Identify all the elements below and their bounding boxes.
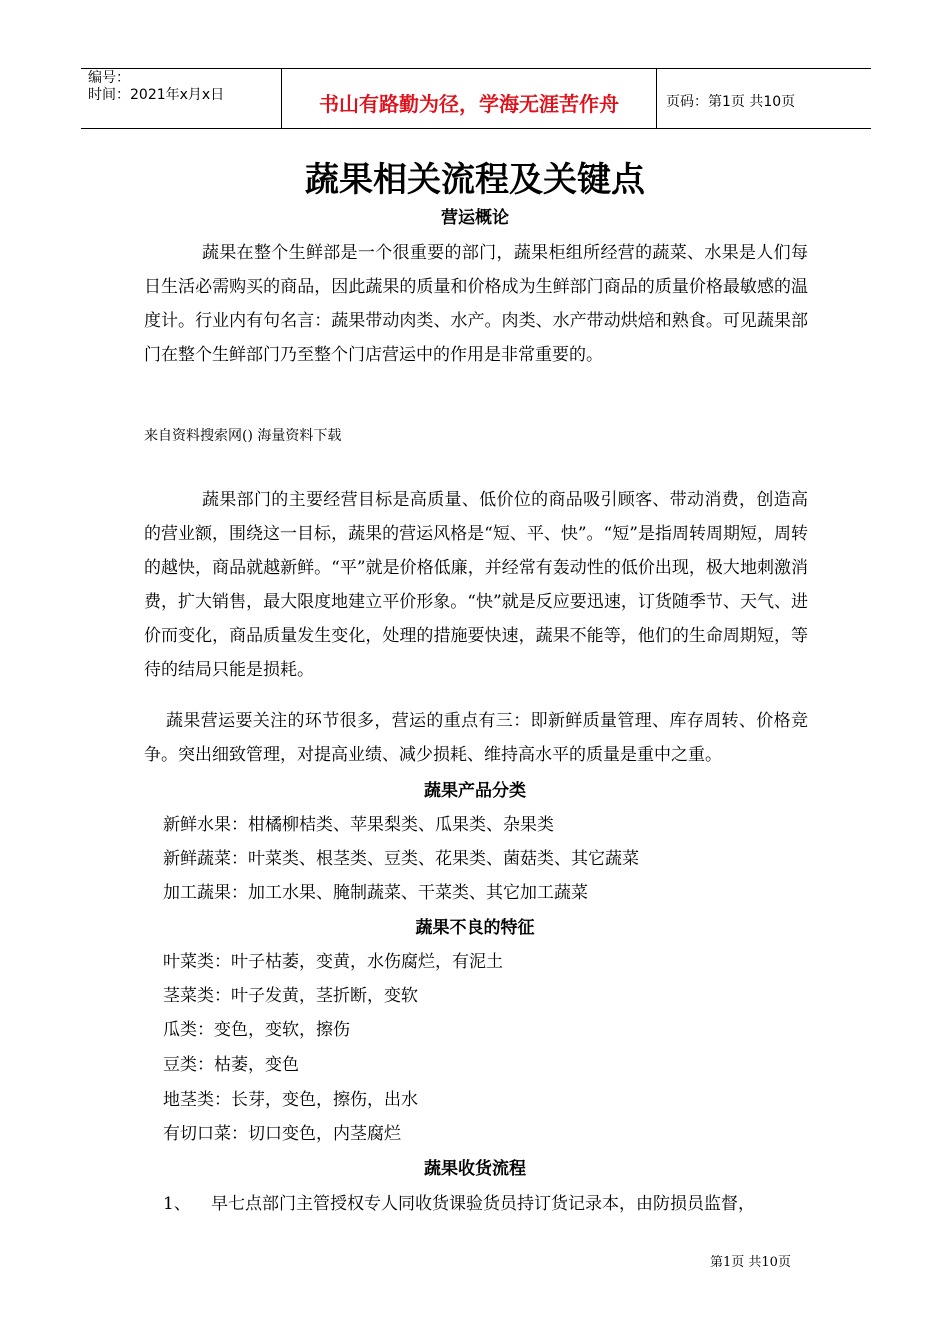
category-item: 新鲜水果：柑橘柳桔类、苹果梨类、瓜果类、杂果类: [163, 815, 554, 835]
defect-item: 有切口菜：切口变色，内茎腐烂: [163, 1124, 401, 1144]
step-text: 早七点部门主管授权专人同收货课验货员持订货记录本，由防损员监督，: [211, 1194, 755, 1214]
header-top-rule: [81, 68, 871, 69]
source-note: 来自资料搜索网() 海量资料下载: [144, 428, 342, 444]
receiving-step: [163, 1192, 755, 1216]
defect-item: 地茎类：长芽，变色，擦伤，出水: [163, 1090, 418, 1110]
header-page-code: 页码：第1页 共10页: [666, 94, 796, 110]
header-divider-2: [656, 68, 657, 129]
defect-item: 叶菜类：叶子枯萎，变黄，水伤腐烂，有泥土: [163, 952, 503, 972]
section-heading-overview: 营运概论: [441, 208, 509, 228]
document-date: 时间：2021年x月x日: [88, 87, 225, 103]
defect-item: 瓜类：变色，变软，擦伤: [163, 1020, 350, 1040]
section-heading-receiving: 蔬果收货流程: [424, 1159, 526, 1179]
category-item: 新鲜蔬菜：叶菜类、根茎类、豆类、花果类、菌菇类、其它蔬菜: [163, 849, 639, 869]
category-item: 加工蔬果：加工水果、腌制蔬菜、干菜类、其它加工蔬菜: [163, 883, 588, 903]
defect-item: 豆类：枯萎，变色: [163, 1055, 299, 1075]
header-motto: 书山有路勤为径，学海无涯苦作舟: [319, 92, 619, 116]
header-meta: [88, 70, 224, 131]
section-heading-categories: 蔬果产品分类: [424, 781, 526, 801]
page-footer: 第1页 共10页: [710, 1255, 791, 1270]
page-title: 蔬果相关流程及关键点: [305, 160, 645, 200]
section-heading-defects: 蔬果不良的特征: [415, 918, 535, 938]
document-number: 编号：: [88, 70, 130, 86]
paragraph-overview: 蔬果在整个生鲜部是一个很重要的部门，蔬果柜组所经营的蔬菜、水果是人们每日生活必需购买的商品，因此蔬果的质量和价格成为生鲜部门商品的质量价格最敏感的温度计。行业内有句名言：蔬果带动肉类、水产。肉类、水产带动烘焙和熟食。可见蔬果部门在整个生鲜部门乃至整个门店营运中的作用是非常重要的。: [144, 243, 808, 365]
step-number: 1、: [163, 1194, 191, 1214]
paragraph-goals: 蔬果部门的主要经营目标是高质量、低价位的商品吸引顾客、带动消费，创造高的营业额，围绕这一目标，蔬果的营运风格是“短、平、快”。“短”是指周转周期短，周转的越快，商品就越新鲜。“平”就是价格低廉，并经常有轰动性的低价出现，极大地刺激消费，扩大销售，最大限度地建立平价形象。“快”就是反应要迅速，订货随季节、天气、进价而变化，商品质量发生变化，处理的措施要快速，蔬果不能等，他们的生命周期短，等待的结局只能是损耗。: [144, 490, 808, 680]
defect-item: 茎菜类：叶子发黄，茎折断，变软: [163, 986, 418, 1006]
paragraph-focus: 蔬果营运要关注的环节很多，营运的重点有三：即新鲜质量管理、库存周转、价格竞争。突出细致管理，对提高业绩、减少损耗、维持高水平的质量是重中之重。: [144, 711, 808, 765]
